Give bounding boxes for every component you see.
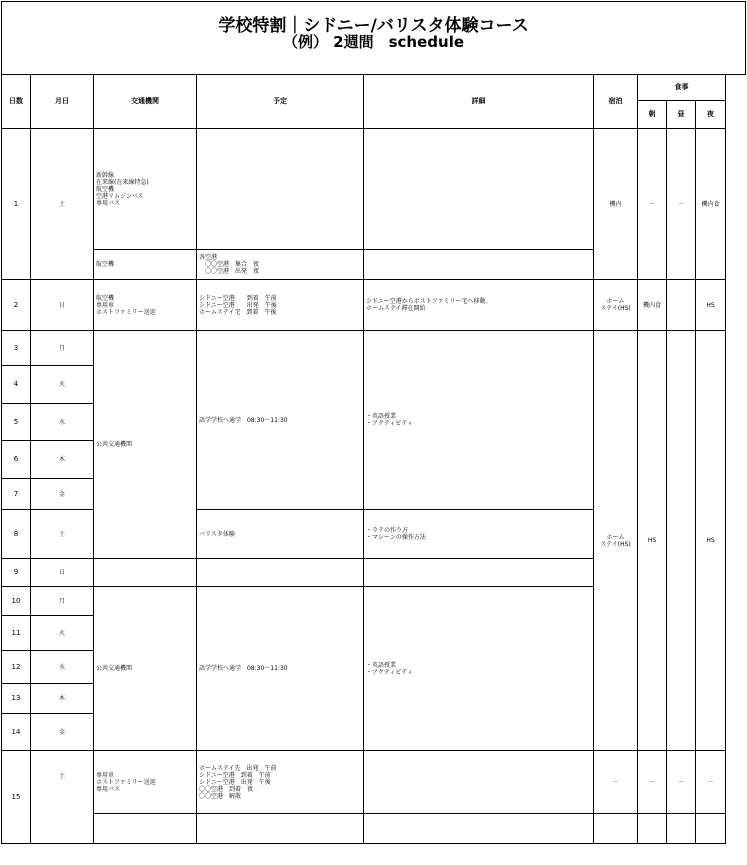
details-cell: シドニー空港からホストファミリー宅へ移動。 ホームステイ滞在開始 [364, 280, 594, 331]
breakfast-cell: － [638, 129, 667, 280]
day-number: 4 [2, 366, 31, 404]
weekday: 土 [31, 510, 94, 559]
day-number: 6 [2, 441, 31, 479]
details-cell [364, 814, 594, 844]
dinner-cell: 機内食 [696, 129, 726, 280]
header-details: 詳細 [364, 75, 594, 129]
table-row [2, 814, 726, 844]
day-number: 2 [2, 280, 31, 331]
lunch-cell [667, 814, 696, 844]
table-row [2, 331, 726, 366]
header-breakfast: 朝 [638, 101, 667, 129]
header-lodging: 宿泊 [594, 75, 638, 129]
breakfast-cell [638, 814, 667, 844]
page-title: 学校特割｜シドニー/バリスタ体験コース [218, 16, 529, 36]
header-lunch: 昼 [667, 101, 696, 129]
day-number: 11 [2, 616, 31, 651]
lodging-cell: ホーム ステイ(HS) [594, 331, 638, 751]
day-number: 3 [2, 331, 31, 366]
details-cell [364, 751, 594, 814]
dinner-cell: HS [696, 331, 726, 751]
weekday: 木 [31, 684, 94, 714]
weekday: 月 [31, 331, 94, 366]
transport-cell [94, 559, 197, 587]
weekday: 木 [31, 441, 94, 479]
day-number: 10 [2, 587, 31, 616]
day-number: 8 [2, 510, 31, 559]
header-days: 日数 [2, 75, 31, 129]
header-schedule: 予定 [197, 75, 364, 129]
day-number: 9 [2, 559, 31, 587]
header-transport: 交通機関 [94, 75, 197, 129]
weekday: 火 [31, 366, 94, 404]
day-number: 7 [2, 479, 31, 510]
weekday: 日 [31, 280, 94, 331]
table-row [2, 751, 726, 814]
details-cell [364, 129, 594, 250]
day-number: 1 [2, 129, 31, 280]
lunch-cell: － [667, 129, 696, 280]
schedule-table [1, 74, 726, 844]
schedule-cell: 語学学校へ通学 08:30～11:30 [197, 331, 364, 510]
weekday: 水 [31, 651, 94, 684]
schedule-cell: バリスタ体験 [197, 510, 364, 559]
details-cell: ・英語授業 ・アクティビティ [364, 331, 594, 510]
day-number: 14 [2, 714, 31, 751]
transport-cell: 航空機 [94, 250, 197, 280]
schedule-cell [197, 814, 364, 844]
day-number: 5 [2, 404, 31, 441]
details-cell: ・英語授業 ・アクティビティ [364, 587, 594, 751]
schedule-cell: 各空港 〇〇空港 集合 夜 〇〇空港 出発 夜 [197, 250, 364, 280]
weekday: 金 [31, 714, 94, 751]
details-cell [364, 250, 594, 280]
schedule-cell [197, 129, 364, 250]
transport-cell: 航空機 専用車 ホストファミリー送迎 [94, 280, 197, 331]
lodging-cell: － [594, 751, 638, 814]
lodging-cell: ホーム ステイ(HS) [594, 280, 638, 331]
schedule-cell: シドニー空港 到着 午前 シドニー空港 出発 午後 ホームステイ宅 到着 午後 [197, 280, 364, 331]
breakfast-cell: － [638, 751, 667, 814]
dinner-cell: HS [696, 280, 726, 331]
table-row [2, 129, 726, 250]
lunch-cell: － [667, 751, 696, 814]
transport-cell [94, 814, 197, 844]
header-date: 月日 [31, 75, 94, 129]
lunch-cell [667, 280, 696, 331]
dinner-cell: － [696, 751, 726, 814]
header-dinner: 夜 [696, 101, 726, 129]
weekday: 月 [31, 587, 94, 616]
lunch-cell [667, 331, 696, 751]
breakfast-cell: 機内食 [638, 280, 667, 331]
title-box [1, 1, 746, 75]
weekday: 土 [31, 751, 94, 844]
lodging-cell [594, 814, 638, 844]
weekday: 土 [31, 129, 94, 280]
page-subtitle: （例） 2週間 schedule [282, 33, 465, 51]
weekday: 金 [31, 479, 94, 510]
transport-cell: 専用車 ホストファミリー送迎 専用バス [94, 751, 197, 814]
schedule-cell [197, 559, 364, 587]
day-number: 15 [2, 751, 31, 844]
transport-cell: 公共交通機関 [94, 587, 197, 751]
dinner-cell [696, 814, 726, 844]
schedule-cell: ホームステイ先 出発 午前 シドニー空港 到着 午前 シドニー空港 出発 午後 〇〇空港 到着 夜 〇〇空港 解散 [197, 751, 364, 814]
details-cell [364, 559, 594, 587]
breakfast-cell: HS [638, 331, 667, 751]
header-meals: 食事 [638, 75, 726, 101]
lodging-cell: 機内 [594, 129, 638, 280]
day-number: 12 [2, 651, 31, 684]
schedule-cell: 語学学校へ通学 08:30～11:30 [197, 587, 364, 751]
header-row [2, 75, 726, 101]
transport-cell: 公共交通機関 [94, 331, 197, 559]
transport-cell: 新幹線 在来線(在来線特急) 航空機 空港リムジンバス 専用バス [94, 129, 197, 250]
weekday: 火 [31, 616, 94, 651]
details-cell: ・ラテの作り方 ・マシーンの操作方法 [364, 510, 594, 559]
weekday: 日 [31, 559, 94, 587]
table-row [2, 280, 726, 331]
day-number: 13 [2, 684, 31, 714]
weekday: 水 [31, 404, 94, 441]
